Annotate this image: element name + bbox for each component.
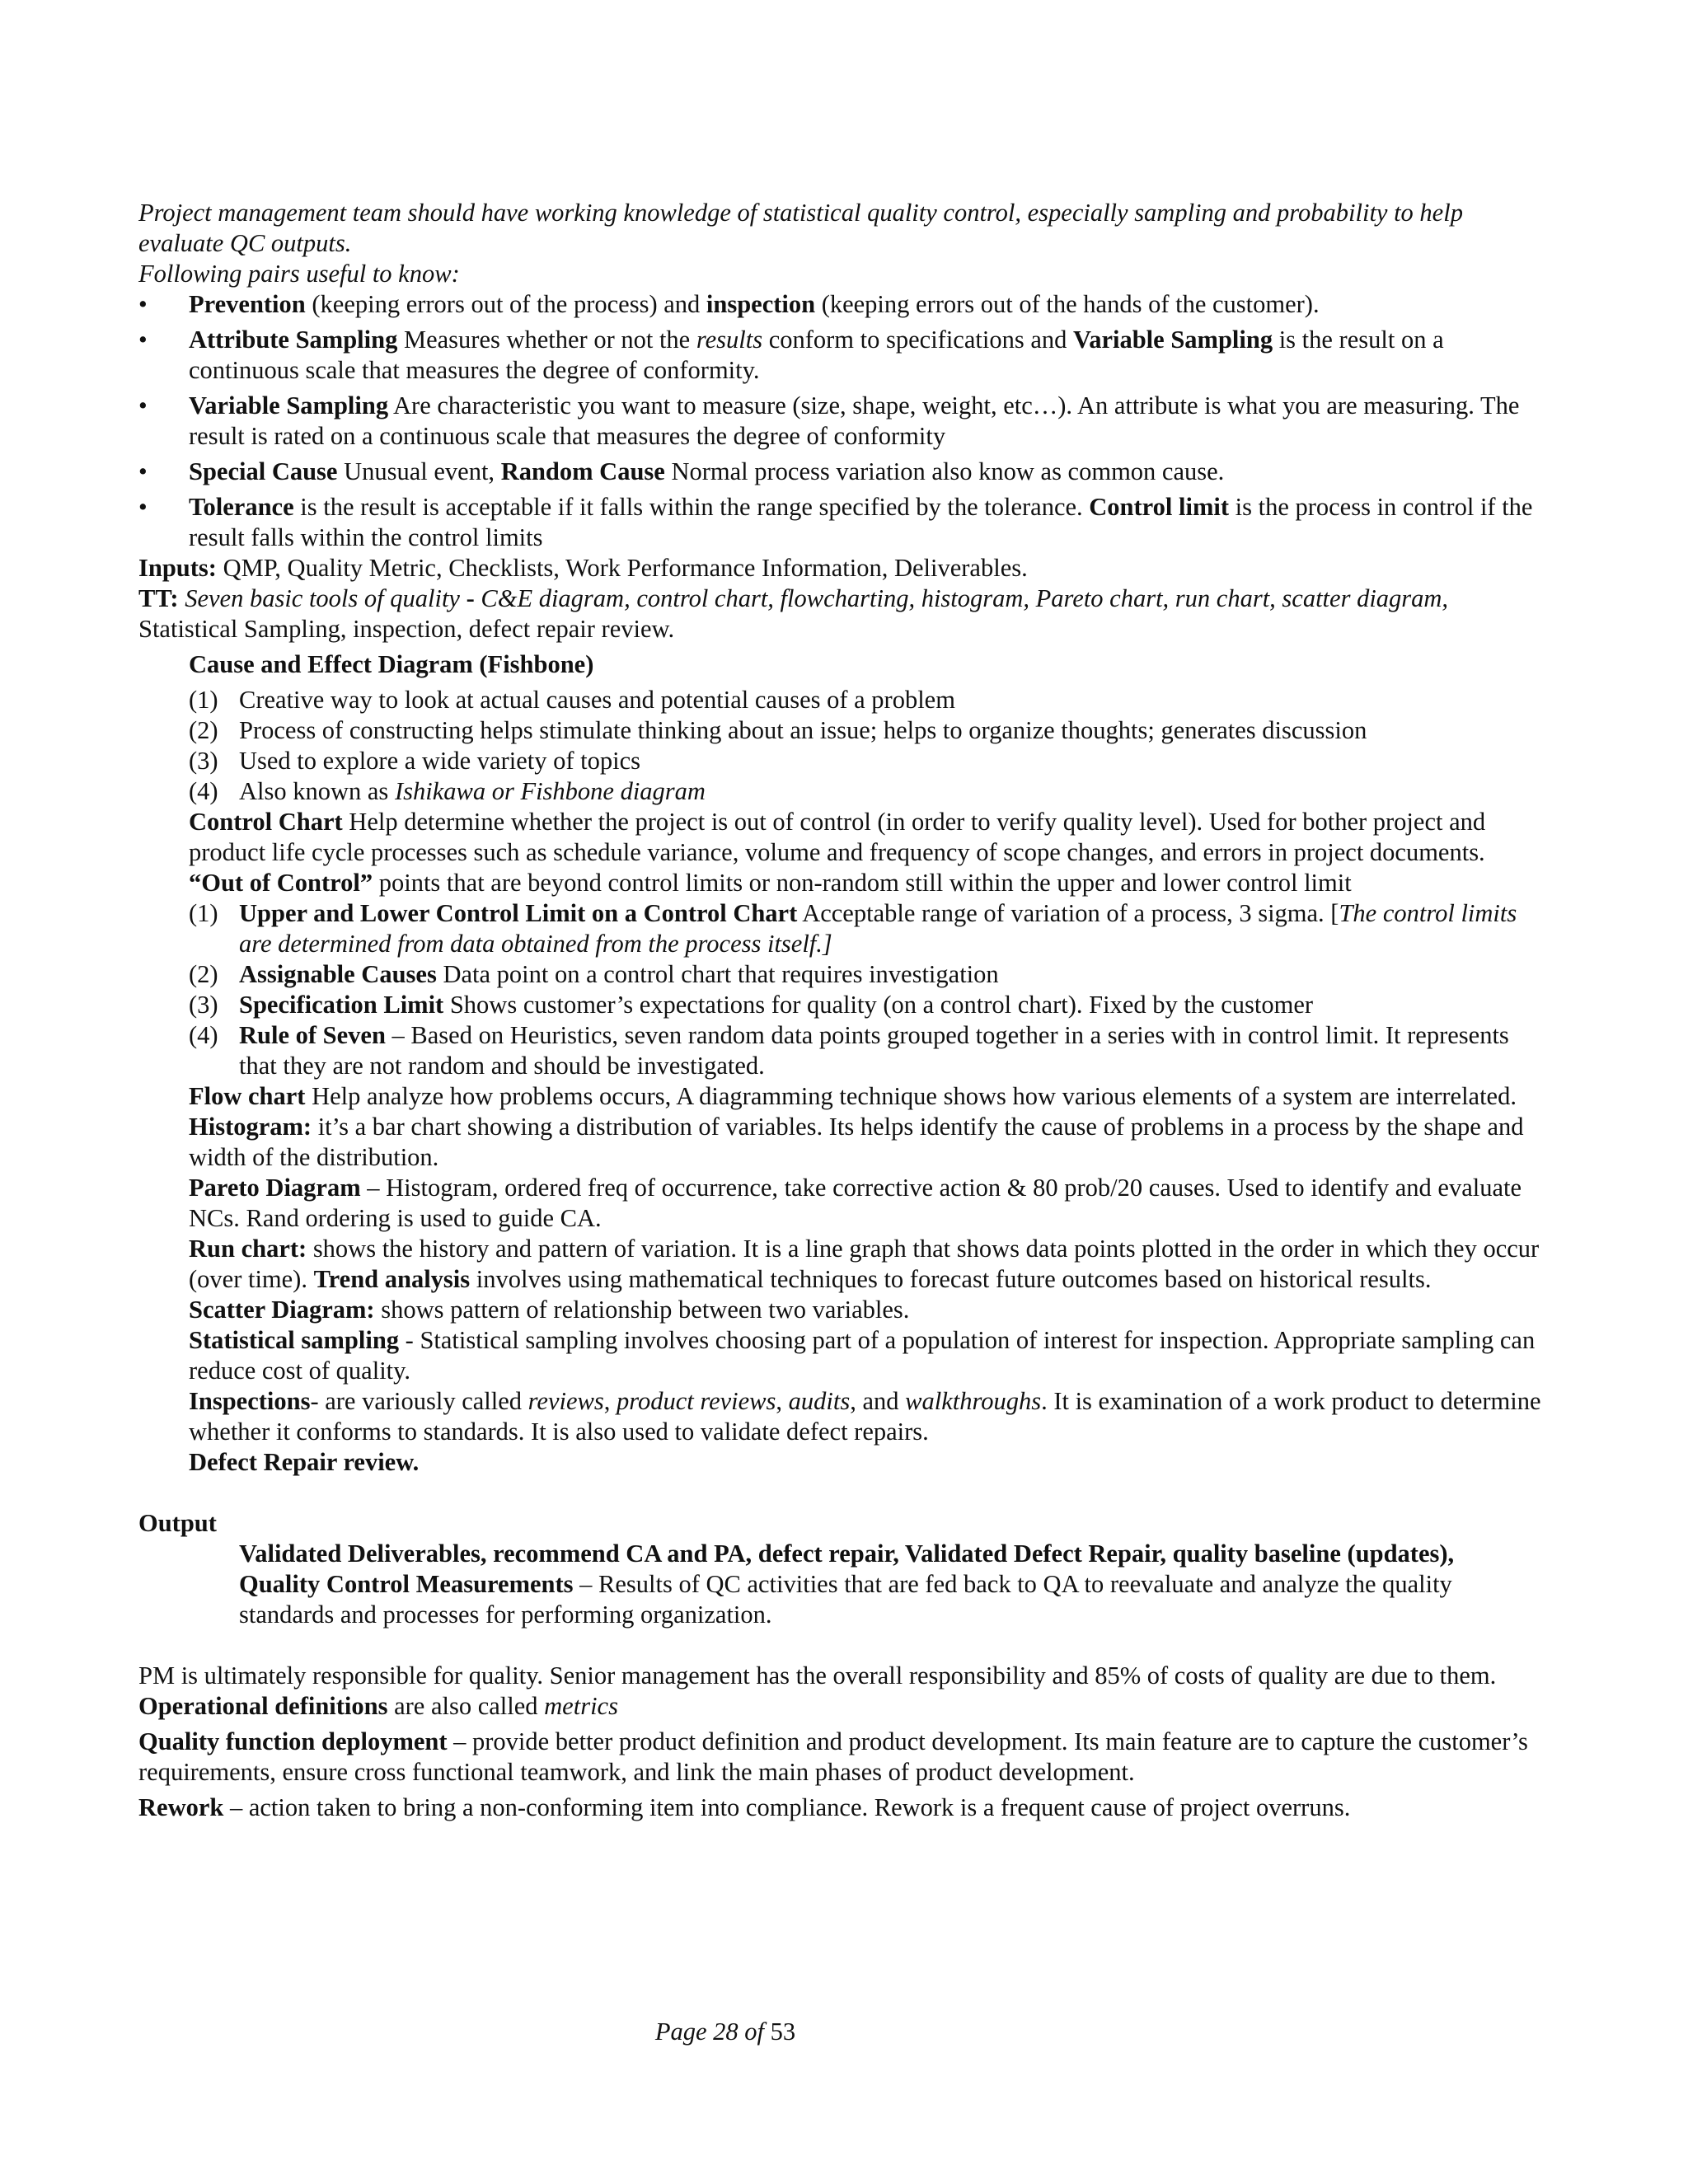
page-footer (0, 2018, 1451, 2046)
list-item: (3) Used to explore a wide variety of topics (189, 747, 641, 775)
qfd-paragraph: Quality function deployment – provide better product definition and product development. Its main feature are to capture the customer’s requirements, ensure cross functional teamwork, and link the main phases of product development. (138, 1727, 1528, 1786)
document-page (138, 198, 1550, 1823)
histogram-paragraph: Histogram: it’s a bar chart showing a distribution of variables. Its helps identify the cause of problems in a process by the shape and width of the distribution. (189, 1113, 1524, 1171)
operational-definitions-line: Operational definitions are also called metrics (138, 1692, 618, 1720)
pm-paragraph: PM is ultimately responsible for quality. Senior management has the overall responsibility and 85% of costs of quality are due to them. (138, 1661, 1497, 1690)
list-item: (3) Specification Limit Shows customer’s expectations for quality (on a control chart). Fixed by the customer (189, 991, 1314, 1019)
list-item: • Attribute Sampling Measures whether or not the results conform to specifications and Variable Sampling is the result on a continuous scale that measures the degree of conformity. (138, 325, 1550, 386)
control-chart-list (138, 898, 1550, 1081)
list-item: (4) Rule of Seven – Based on Heuristics, seven random data points grouped together in a series with in control limit. It represents that they are not random and should be investigated. (189, 1021, 1509, 1080)
qcm-paragraph: Quality Control Measurements – Results of QC activities that are fed back to QA to reevaluate and analyze the quality standards and processes for performing organization. (239, 1570, 1452, 1629)
statistical-sampling-paragraph: Statistical sampling - Statistical sampling involves choosing part of a population of interest for inspection. Appropriate sampling can reduce cost of quality. (189, 1326, 1536, 1385)
inspections-paragraph: Inspections- are variously called reviews, product reviews, audits, and walkthroughs. It is examination of a work product to determine whether it conforms to standards. It is also used to validate defect repairs. (189, 1387, 1541, 1446)
pairs-list (138, 289, 1550, 553)
output-line: Validated Deliverables, recommend CA and PA, defect repair, Validated Defect Repair, quality baseline (updates), (239, 1540, 1455, 1568)
control-chart-paragraph: Control Chart Help determine whether the project is out of control (in order to verify quality level). Used for bother project and product life cycle processes such as schedule variance, volume and frequency of scope changes, and errors in project documents. (189, 808, 1486, 866)
inputs-line: Inputs: QMP, Quality Metric, Checklists, Work Performance Information, Deliverables. (138, 554, 1028, 582)
flow-chart-paragraph: Flow chart Help analyze how problems occurs, A diagramming technique shows how various elements of a system are interrelated. (189, 1082, 1517, 1110)
defect-repair-heading: Defect Repair review. (189, 1448, 420, 1476)
rework-paragraph: Rework – action taken to bring a non-conforming item into compliance. Rework is a frequent cause of project overruns. (138, 1793, 1351, 1821)
out-of-control-paragraph: “Out of Control” points that are beyond control limits or non-random still within the upper and lower control limit (189, 869, 1352, 897)
page-total: 53 (764, 2018, 796, 2046)
list-item: • Variable Sampling Are characteristic you want to measure (size, shape, weight, etc…). An attribute is what you are measuring. The result is rated on a continuous scale that measures the degree of conformity (138, 391, 1550, 452)
run-chart-paragraph: Run chart: shows the history and pattern of variation. It is a line graph that shows data points plotted in the order in which they occur (over time). Trend analysis involves using mathematical techniques to forecast future outcomes based on historical results. (189, 1235, 1540, 1293)
list-item: (2) Assignable Causes Data point on a control chart that requires investigation (189, 960, 999, 988)
list-item: (1) Upper and Lower Control Limit on a Control Chart Acceptable range of variation of a process, 3 sigma. [The control limits are determined from data obtained from the process itself.] (189, 899, 1517, 958)
intro-paragraph: Project management team should have working knowledge of statistical quality control, especially sampling and probability to help evaluate QC outputs. (138, 199, 1463, 257)
fishbone-list (138, 685, 1550, 807)
list-item: • Prevention (keeping errors out of the process) and inspection (keeping errors out of the hands of the customer). (138, 289, 1550, 320)
list-item: • Special Cause Unusual event, Random Cause Normal process variation also know as common cause. (138, 457, 1550, 487)
intro-subheading: Following pairs useful to know: (138, 260, 460, 288)
list-item: (4) Also known as Ishikawa or Fishbone diagram (189, 777, 706, 805)
pareto-paragraph: Pareto Diagram – Histogram, ordered freq of occurrence, take corrective action & 80 prob/20 causes. Used to identify and evaluate NCs. Rand ordering is used to guide CA. (189, 1174, 1522, 1232)
scatter-paragraph: Scatter Diagram: shows pattern of relationship between two variables. (189, 1296, 910, 1324)
page-number-label: Page 28 of (654, 2018, 765, 2046)
list-item: (2) Process of constructing helps stimulate thinking about an issue; helps to organize thoughts; generates discussion (189, 716, 1367, 744)
tt-line: TT: Seven basic tools of quality - C&E diagram, control chart, flowcharting, histogram, Pareto chart, run chart, scatter diagram, Statistical Sampling, inspection, defect repair review. (138, 584, 1449, 643)
list-item: • Tolerance is the result is acceptable if it falls within the range specified by the tolerance. Control limit is the process in control if the result falls within the control limits (138, 492, 1550, 553)
list-item: (1) Creative way to look at actual causes and potential causes of a problem (189, 686, 955, 714)
output-heading: Output (138, 1509, 217, 1537)
fishbone-heading: Cause and Effect Diagram (Fishbone) (189, 650, 594, 678)
